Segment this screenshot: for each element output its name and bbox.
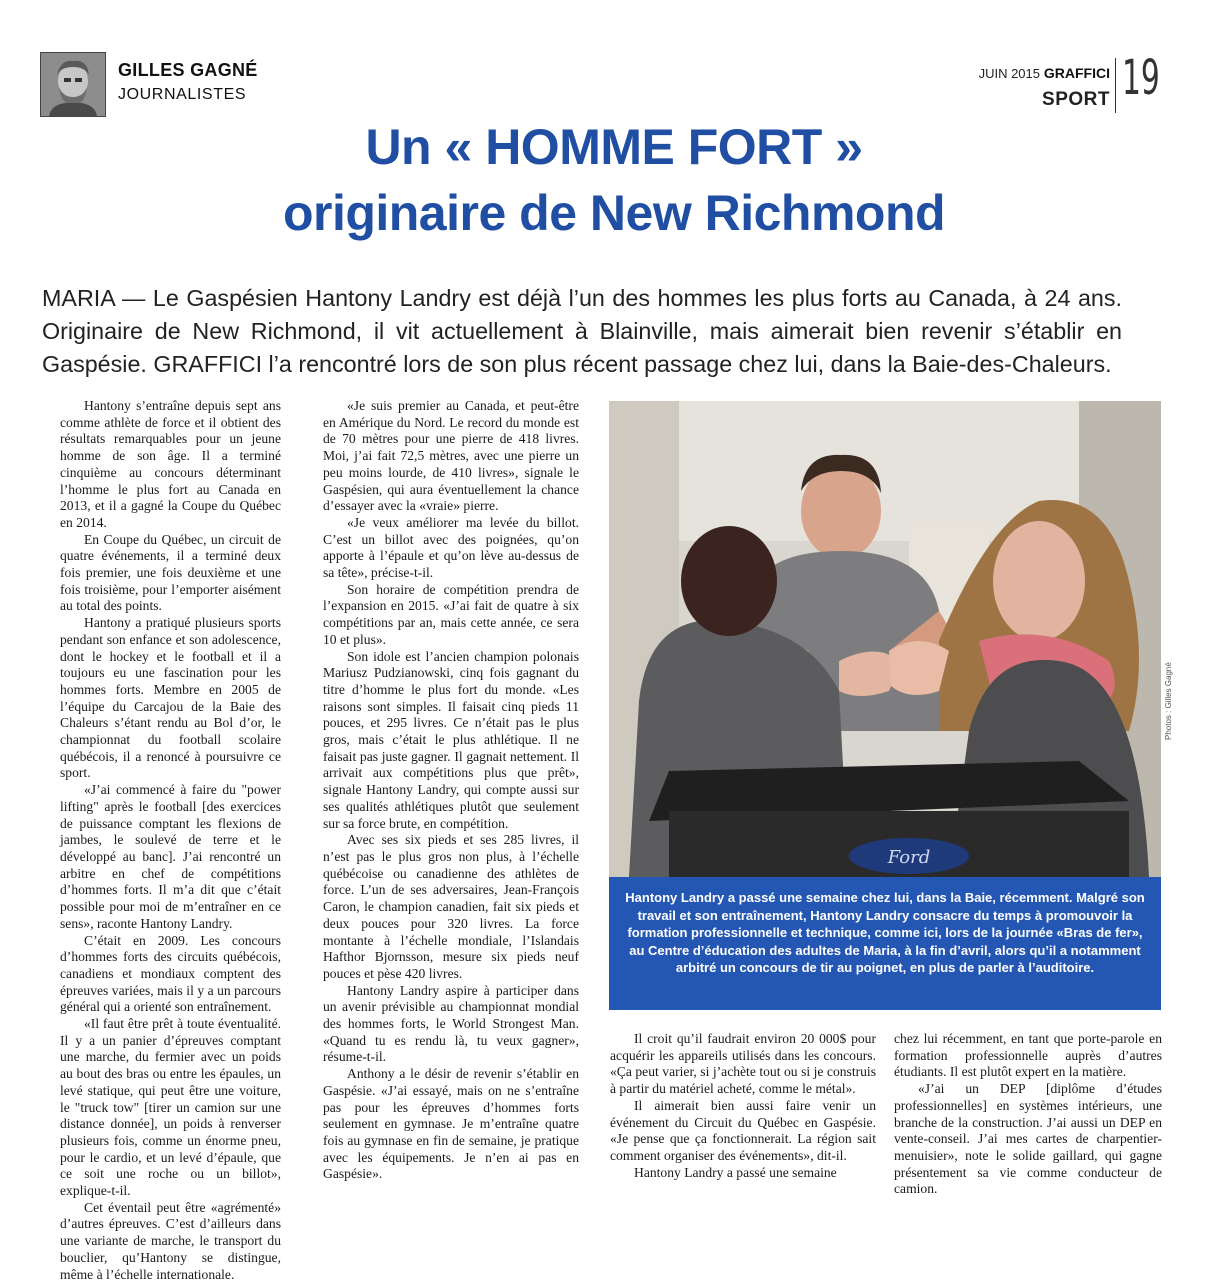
paragraph: Il aimerait bien aussi faire venir un événement du Circuit du Québec en Gaspésie. «Je pense que ça fonctionnerait. La région sait comment organiser des événements», dit-il. [610,1097,876,1163]
paragraph: «Il faut être prêt à toute éventualité. Il y a un panier d’épreuves comptant une marche, du fermier avec un poids au bout des bras ou entre les épaules, un levé statique, qui peut être une voiture, le "truck tow" [tirer un camion sur une distance donnée], un poids à renverser plusieurs fois, comme un énorme pneu, pour le cardio, et un levé d’épaule, que ce soit une roche ou un billot», explique-t-il. [60,1016,281,1199]
body-column-2 [323,398,579,1183]
paragraph: Son idole est l’ancien champion polonais Mariusz Pudzianowski, cinq fois gagnant du titre d’homme le plus fort du monde. «Les raisons sont simples. Il faisait cinq pieds 11 pouces, et 295 livres. Ce n’était pas le plus gros, mais c’était le plus athlétique. Il ne faisait pas juste gagner. Il gagnait nettement. Il arrivait aux compétitions plus que prêt», signale Hantony Landry, qui compte aussi sur ses qualités athlétiques plutôt que seulement sur sa force brute, en compétition. [323,648,579,831]
arm-wrestling-photo [609,401,1161,877]
headline-line-2: originaire de New Richmond [282,185,946,241]
paragraph: Il croit qu’il faudrait environ 20 000$ pour acquérir les appareils utilisés dans les concours. «Ça peut varier, si j’achète tout ou si je construis à partir du matériel acheté, comme le métal». [610,1031,876,1097]
author-portrait [41,53,105,116]
lead-paragraph: MARIA — Le Gaspésien Hantony Landry est déjà l’un des hommes les plus forts au Canada, à 24 ans. Originaire de New Richmond, il vit actuellement à Blainville, mais aimerait bien revenir s’établir en Gaspésie. GRAFFICI l’a rencontré lors de son plus récent passage chez lui, dans la Baie-des-Chaleurs. [42,285,1122,377]
issue-date: JUIN 2015 [978,66,1040,81]
paragraph: Cet éventail peut être «agrémenté» d’autres épreuves. C’est d’ailleurs dans une variante de marche, le transport du bouclier, qu’Hantony se distingue, même à l’échelle internationale. [60,1199,281,1282]
photo-credit: Photos : Gilles Gagné [1164,662,1173,740]
body-column-4 [894,1031,1162,1198]
paragraph: Hantony Landry aspire à participer dans un avenir prévisible au championnat mondial des hommes forts, le World Strongest Man. «Quand tu es rendu là, tu veux gagner», résume-t-il. [323,982,579,1065]
header-divider [1115,58,1116,113]
paragraph: «J’ai un DEP [diplôme d’études professionnelles] en systèmes intérieurs, une branche de la construction. J’ai aussi un DEP en vente-conseil. J’ai mes cartes de charpentier-menuisier», note le solide gaillard, qui gagne présentement sa vie comme conducteur de camion. [894,1081,1162,1197]
paragraph: C’était en 2009. Les concours d’hommes forts des circuits québécois, canadiens et mondiaux comptent des épreuves variées, mais il y a un parcours général qui a orienté son entraînement. [60,932,281,1015]
photo-caption: Hantony Landry a passé une semaine chez lui, dans la Baie, récemment. Malgré son travail et son entraînement, Hantony Landry consacre du temps à promouvoir la formation professionnelle et technique, comme ici, lors de la journée «Bras de fer», au Centre d’éducation des adultes de Maria, à la fin d’avril, alors qu’il a notamment arbitré un concours de tir au poignet, en plus de parler à l’auditoire. [609,877,1161,1010]
paragraph: Hantony s’entraîne depuis sept ans comme athlète de force et il obtient des résultats remarquables pour un jeune homme de son âge. Il a terminé cinquième au concours déterminant l’homme le plus fort au Canada en 2013, et il a gagné la Coupe du Québec en 2014. [60,398,281,530]
paragraph: En Coupe du Québec, un circuit de quatre événements, il a terminé deux fois premier, une fois deuxième et une fois troisième, pour l’emporter aisément au total des points. [60,531,281,614]
paragraph: «J’ai commencé à faire du "power lifting" après le football [des exercices de puissance comptant les flexions de jambes, le soulevé de terre et le développé au banc]. J’ai rencontré un arbitre en chef de compétitions d’hommes forts. Il m’a dit que c’était possible pour moi de m’entraîner en ce sens», raconte Hantony Landry. [60,782,281,931]
article-photo [609,401,1161,877]
svg-text:Ford: Ford [887,847,931,868]
paragraph: «Je suis premier au Canada, et peut-être en Amérique du Nord. Le record du monde est de 70 mètres pour une pierre de 418 livres. Moi, j’ai fait 72,5 mètres, avec une pierre un peu moins lourde, de 410 livres», signale le Gaspésien, qui aura éventuellement la chance d’essayer avec la «vraie» pierre. [323,398,579,514]
body-column-1 [60,398,281,1283]
paragraph: «Je veux améliorer ma levée du billot. C’est un billot avec des poignées, qu’on apporte à l’épaule et qu’on lève au-dessus de sa tête», précise-t-il. [323,514,579,581]
paragraph: chez lui récemment, en tant que porte-parole en formation professionnelle auprès d’autres étudiants. Il est plutôt expert en la matière. [894,1031,1162,1080]
publication-name: GRAFFICI [1043,65,1110,81]
paragraph: Hantony a pratiqué plusieurs sports pendant son enfance et son adolescence, dont le hockey et le football et il a toujours eu une fascination pour les hommes forts. Membre en 2005 de l’équipe du Carcajou de la Baie des Chaleurs s’étant rendu au Bol d’or, le championnat du football scolaire québécois, il a renoncé à poursuivre ce sport. [60,615,281,781]
body-column-3 [610,1031,876,1181]
headline-line-1: Un « HOMME FORT » [365,119,863,175]
author-role: JOURNALISTES [118,86,247,103]
page-number: 19 [1122,50,1160,106]
section-label: SPORT [1042,89,1110,110]
paragraph: Anthony a le désir de revenir s’établir en Gaspésie. «J’ai essayé, mais on ne s’entraîne pas pour les épreuves d’hommes forts seulement en gymnase. Je m’entraîne quatre fois au gymnase en fin de semaine, je pratique avec les équipements. Je n’en ai pas en Gaspésie». [323,1066,579,1182]
paragraph: Avec ses six pieds et ses 285 livres, il n’est pas le plus gros non plus, à l’échelle québécoise ou canadienne des athlètes de force. L’un de ses adversaires, Jean-François Caron, le champion canadien, fait six pieds et deux pouces pour 320 livres. La force montante à l’échelle mondiale, l’Islandais Hafthor Bjornsson, mesure six pieds neuf pouces et pèse 420 livres. [323,832,579,981]
paragraph: Hantony Landry a passé une semaine [634,1164,837,1180]
author-name: GILLES GAGNÉ [118,60,258,80]
author-photo [40,52,106,117]
paragraph: Son horaire de compétition prendra de l’expansion en 2015. «J’ai fait de quatre à six compétitions par an, mais cette année, ce sera 10 et plus». [323,581,579,647]
